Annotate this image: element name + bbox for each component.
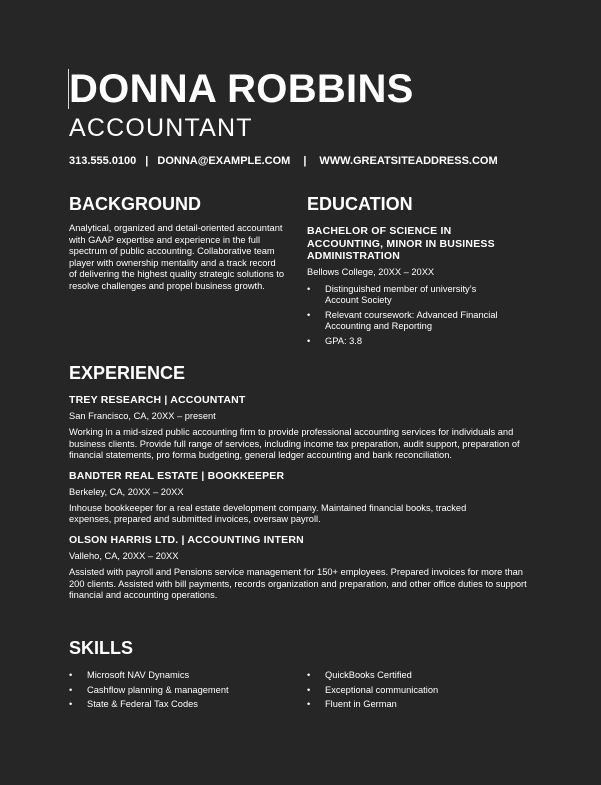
job-location[interactable]: Berkeley, CA, 20XX – 20XX [69, 486, 184, 497]
contact-line [69, 154, 498, 168]
job-entry [69, 470, 539, 526]
separator: | [303, 155, 307, 167]
skills-columns [69, 668, 539, 712]
background-heading: BACKGROUND [69, 194, 201, 214]
job-description[interactable]: Inhouse bookkeeper for a real estate development company. Maintained financial books, tracked expenses, prepared and submitted invoices, oversaw payroll. [69, 502, 467, 525]
skill-item[interactable]: • State & Federal Tax Codes [69, 697, 307, 712]
job-title[interactable]: BANDTER REAL ESTATE | BOOKKEEPER [69, 469, 285, 482]
education-bullets [307, 284, 532, 348]
education-section [307, 193, 532, 347]
contact-email[interactable]: DONNA@EXAMPLE.COM [157, 155, 291, 167]
job-title[interactable]: TREY RESEARCH | ACCOUNTANT [69, 394, 246, 406]
skills-section [69, 637, 539, 712]
school-info[interactable]: Bellows College, 20XX – 20XX [307, 266, 435, 277]
contact-phone[interactable]: 313.555.0100 [69, 155, 137, 167]
job-entry [69, 394, 539, 462]
background-section [69, 193, 284, 293]
education-bullet[interactable]: • Distinguished member of university’s Account Society [307, 284, 510, 307]
skills-list-left [69, 668, 307, 712]
degree-title[interactable]: BACHELOR OF SCIENCE IN ACCOUNTING, MINOR IN BUSINESS ADMINISTRATION [307, 225, 495, 262]
experience-heading: EXPERIENCE [69, 363, 186, 383]
background-text[interactable]: Analytical, organized and detail-oriented accountant with GAAP expertise and experience in the full spectrum of public accounting. Collaborative team player with ownership mentality and a track record of delivering the highest quality strategic solutions to resolve challenges and propel business growth. [69, 223, 284, 291]
job-location[interactable]: Valleho, CA, 20XX – 20XX [69, 550, 179, 561]
skills-list-right [307, 668, 438, 712]
job-title[interactable]: OLSON HARRIS LTD. | ACCOUNTING INTERN [69, 533, 304, 546]
job-description[interactable]: Assisted with payroll and Pensions service management for 150+ employees. Prepared invoices for more than 200 clients. Assisted with bill payments, records organization and preparation, and other office duties to support financial and accounting operations. [69, 566, 527, 601]
education-bullet[interactable]: • Relevant coursework: Advanced Financial Accounting and Reporting [307, 310, 525, 333]
skill-item[interactable]: • Microsoft NAV Dynamics [69, 668, 307, 683]
separator: | [145, 155, 149, 167]
education-bullet[interactable]: • GPA: 3.8 [307, 336, 532, 348]
job-description[interactable]: Working in a mid-sized public accounting firm to provide professional accounting services for individuals and business clients. Provide full range of services, including income tax preparation, audit support, preparation of financial statements, pro forma budgeting, general ledger accounting and bank reconciliation. [69, 427, 520, 461]
skill-item[interactable]: • Exceptional communication [307, 683, 438, 698]
resume-name[interactable]: DONNA ROBBINS [69, 67, 414, 111]
skill-item[interactable]: • Fluent in German [307, 697, 438, 712]
skill-item[interactable]: • Cashflow planning & management [69, 683, 307, 698]
skills-heading: SKILLS [69, 638, 134, 658]
job-entry [69, 534, 539, 602]
education-heading: EDUCATION [307, 194, 413, 214]
skill-item[interactable]: • QuickBooks Certified [307, 668, 438, 683]
resume-job-title[interactable]: ACCOUNTANT [69, 114, 253, 142]
contact-website[interactable]: WWW.GREATSITEADDRESS.COM [319, 155, 498, 167]
job-location[interactable]: San Francisco, CA, 20XX – present [69, 411, 216, 421]
experience-section [69, 362, 539, 602]
